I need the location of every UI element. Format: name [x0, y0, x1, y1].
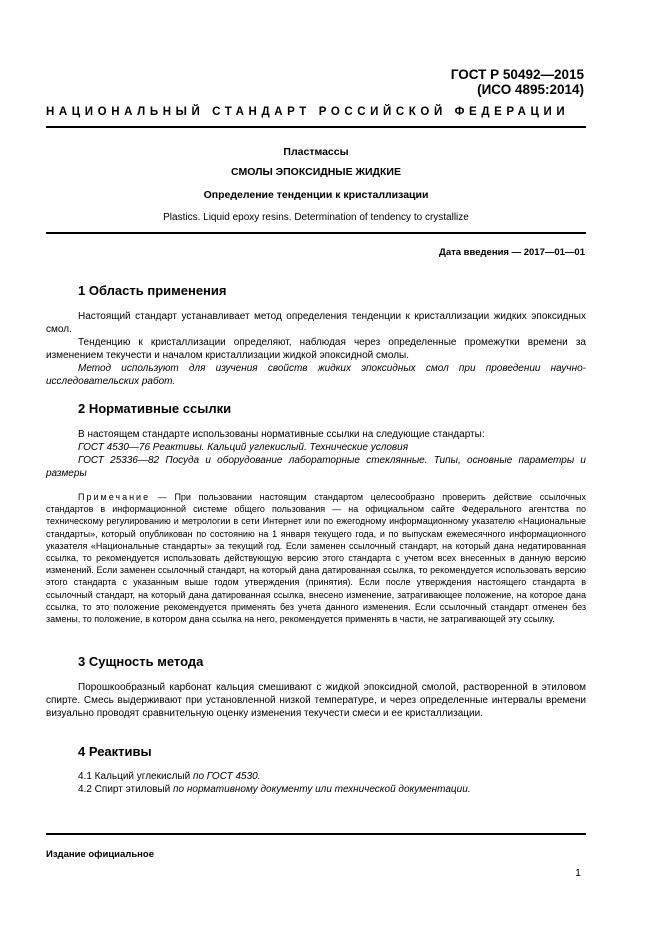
reference-gost-4530: ГОСТ 4530—76 Реактивы. Кальций углекислый. Технические условия — [78, 442, 409, 453]
introduction-date: Дата введения — 2017—01—01 — [439, 247, 585, 258]
title-method: Определение тенденции к кристаллизации — [203, 189, 429, 201]
section-3-body — [46, 681, 586, 720]
official-edition-label: Издание официальное — [46, 849, 154, 860]
section-4-body — [46, 770, 586, 796]
title-category: Пластмассы — [283, 146, 349, 158]
reagent-item-2: 4.2 Спирт этиловый по нормативному документу или технической документации. — [78, 784, 471, 795]
section-3-heading: 3 Сущность метода — [78, 654, 204, 669]
title-divider — [46, 232, 586, 234]
gost-number: ГОСТ Р 50492—2015 — [450, 67, 584, 82]
header-divider — [46, 126, 586, 128]
reagent-item-1: 4.1 Кальций углекислый по ГОСТ 4530. — [78, 771, 261, 782]
section-2-heading: 2 Нормативные ссылки — [78, 401, 232, 416]
document-number-block — [451, 67, 584, 97]
title-subject: СМОЛЫ ЭПОКСИДНЫЕ ЖИДКИЕ — [231, 166, 401, 178]
reference-gost-25336: ГОСТ 25336—82 Посуда и оборудование лабораторные стеклянные. Типы, основные параметры и размеры — [46, 455, 586, 479]
section-2-note — [46, 491, 586, 625]
note-text: — При пользовании настоящим стандартом целесообразно проверить действие ссылочных стандартов в информационной системе общего пользования — на официальном сайте Федерального агентства по техническому регулированию и метрологии в сети Интернет или по ежегодному информационному указателю «Национальные стандарты», который опубликован по состоянию на 1 января текущего года, и по выпускам ежемесячного информационного указателя «Национальные стандарты» за текущий год. Если заменен ссылочный стандарт, на который дана недатированная ссылка, то рекомендуется использовать действующую версию этого стандарта с учетом всех внесенных в данную версию изменений. Если заменен ссылочный стандарт, на который дана датированная ссылка, то рекомендуется использовать версию этого стандарта с указанным выше годом утверждения (принятия). Если после утверждения настоящего стандарта в ссылочный стандарт, на который дана датированная ссылка, внесено изменение, затрагивающее положение, на которое дана ссылка, то это положение рекомендуется применять без учета данного изменения. Если ссылочный стандарт отменен без замены, то положение, в котором дана ссылка на него, рекомендуется применять в части, не затрагивающей эту ссылку. — [46, 492, 586, 625]
iso-number: (ИСО 4895:2014) — [477, 82, 584, 97]
section-1-heading: 1 Область применения — [78, 283, 227, 298]
note-label: Примечание — [78, 492, 151, 502]
section-3-paragraph-1: Порошкообразный карбонат кальция смешивают с жидкой эпоксидной смолой, растворенной в этиловом спирте. Смесь выдерживают при установленной низкой температуре, и через определенные интервалы времени визуально проводят сравнительную оценку изменения текучести смеси и ее кристаллизации. — [46, 682, 586, 719]
section-1-paragraph-1: Настоящий стандарт устанавливает метод определения тенденции к кристаллизации жидких эпоксидных смол. — [46, 311, 586, 335]
section-1-paragraph-3: Метод используют для изучения свойств жидких эпоксидных смол при проведении научно-исследовательских работ. — [46, 363, 586, 387]
footer-divider — [46, 833, 586, 835]
section-2-body — [46, 428, 586, 480]
section-4-heading: 4 Реактивы — [78, 744, 152, 759]
section-2-paragraph-1: В настоящем стандарте использованы нормативные ссылки на следующие стандарты: — [78, 429, 485, 440]
title-english: Plastics. Liquid epoxy resins. Determination of tendency to crystallize — [163, 212, 469, 223]
page-number: 1 — [575, 867, 581, 879]
national-standard-title: НАЦИОНАЛЬНЫЙ СТАНДАРТ РОССИЙСКОЙ ФЕДЕРАЦИИ — [46, 106, 570, 118]
section-1-body — [46, 310, 586, 388]
section-1-paragraph-2: Тенденцию к кристаллизации определяют, наблюдая через определенные промежутки времени за изменением текучести и началом кристаллизации жидкой эпоксидной смолы. — [46, 337, 586, 361]
